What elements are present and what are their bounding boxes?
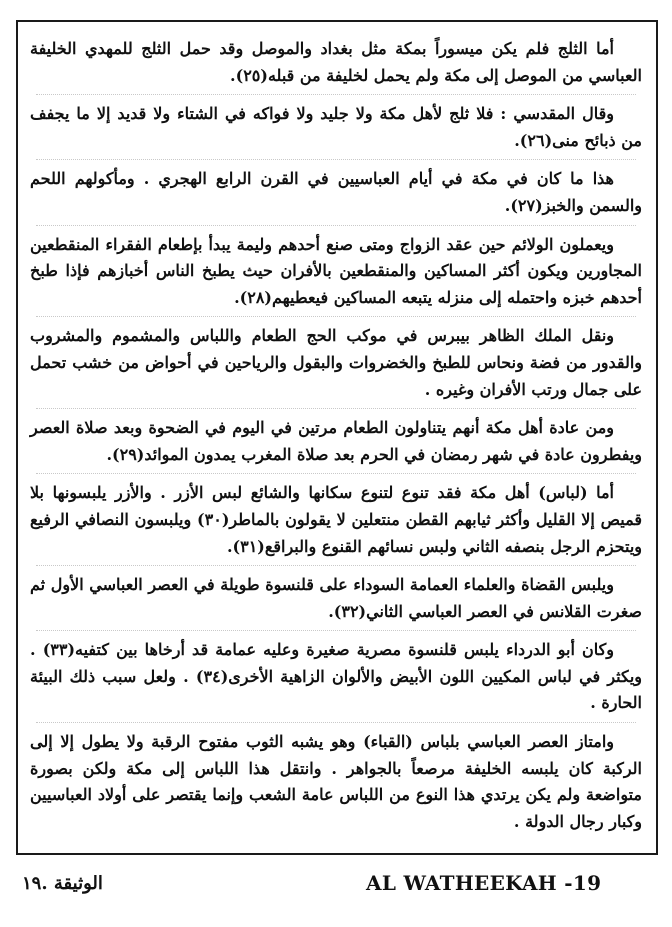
separator-line — [36, 408, 636, 409]
paragraph-meals: ومن عادة أهل مكة أنهم يتناولون الطعام مرتين في اليوم في الضحوة وبعد صلاة العصر ويفطرون عادة في شهر رمضان في الحرم بعد صلاة المغرب يمدون الموائد(٢٩). — [30, 418, 642, 464]
paragraph-baybars: ونقل الملك الظاهر بيبرس في موكب الحج الطعام واللباس والمشموم والمشروب والقدور من فضة ونحاس للطبخ والخضروات والبقول والرياحين في أحواض من خشب تحمل على جمال ورتب الأفران وغيره . — [30, 326, 642, 399]
separator-line — [36, 225, 636, 226]
footer-english-title: AL WATHEEKAH -19 — [366, 871, 602, 895]
paragraph-qaba: وامتاز العصر العباسي بلباس (القباء) وهو يشبه الثوب مفتوح الرقبة ولا يطول إلا إلى الركبة كان يلبسه الخليفة مرصعاً بالجواهر . وانتقل هذا اللباس إلى مكة ولكن بصورة متواضعة ولم يكن يرتدي هذا النوع من اللباس عامة الشعب وإنما يقتصر على أولاد العباسيين وكبار رجال الدولة . — [30, 732, 642, 831]
paragraph-judges: ويلبس القضاة والعلماء العمامة السوداء على قلنسوة طويلة في العصر العباسي الأول ثم صغرت القلانس في العصر العباسي الثاني(٣٢). — [30, 575, 642, 621]
separator-line — [36, 94, 636, 95]
paragraph-ice: أما الثلج فلم يكن ميسوراً بمكة مثل بغداد والموصل وقد حمل الثلج للمهدي الخليفة العباسي من الموصل إلى مكة ولم يحمل لخليفة من قبله(٢٥). — [30, 39, 642, 85]
separator-line — [36, 565, 636, 566]
separator-line — [36, 630, 636, 631]
text-frame — [16, 20, 658, 855]
paragraph-abu-darda: وكان أبو الدرداء يلبس قلنسوة مصرية صغيرة وعليه عمامة قد أرخاها بين كتفيه(٣٣) . ويكثر في لباس المكيين اللون الأبيض والألوان الزاهية الأخرى(٣٤) . ولعل سبب ذلك البيئة الحارة . — [30, 640, 642, 713]
footer-arabic-title: الوثيقة .١٩ — [22, 873, 103, 894]
paragraph-banquets: ويعملون الولائم حين عقد الزواج ومتى صنع أحدهم وليمة يبدأ بإطعام الفقراء المنقطعين المجاورين ويكون أكثر المساكين والمنقطعين بالأفران حيث يطبخ الناس أخبازهم فإذا طبخ أحدهم خبزه واحتمله إلى منزله يتبعه المساكين فيعطيهم(٢٨). — [30, 234, 642, 307]
article-body — [30, 36, 642, 835]
separator-line — [36, 722, 636, 723]
paragraph-abbasid-food: هذا ما كان في مكة في أيام العباسيين في القرن الرابع الهجري . ومأكولهم اللحم والسمن والخبز(٢٧). — [30, 169, 642, 215]
paragraph-clothing: أما (لباس) أهل مكة فقد تنوع لتنوع سكانها والشائع لبس الأزر . والأزر يلبسونها بلا قميص إلا القليل وأكثر ثيابهم القطن منتعلين لا يقولون بالماطر(٣٠) ويلبسون النصافي الرفيع ويتحزم الرجل بنصفه الثاني ولبس نسائهم القنوع والبراقع(٣١). — [30, 483, 642, 556]
separator-line — [36, 159, 636, 160]
separator-line — [36, 316, 636, 317]
separator-line — [36, 473, 636, 474]
paragraph-muqaddasi: وقال المقدسي : فلا ثلج لأهل مكة ولا جليد ولا فواكه في الشتاء ولا قديد إلا ما يجفف من ذبائح منى(٢٦). — [30, 104, 642, 150]
